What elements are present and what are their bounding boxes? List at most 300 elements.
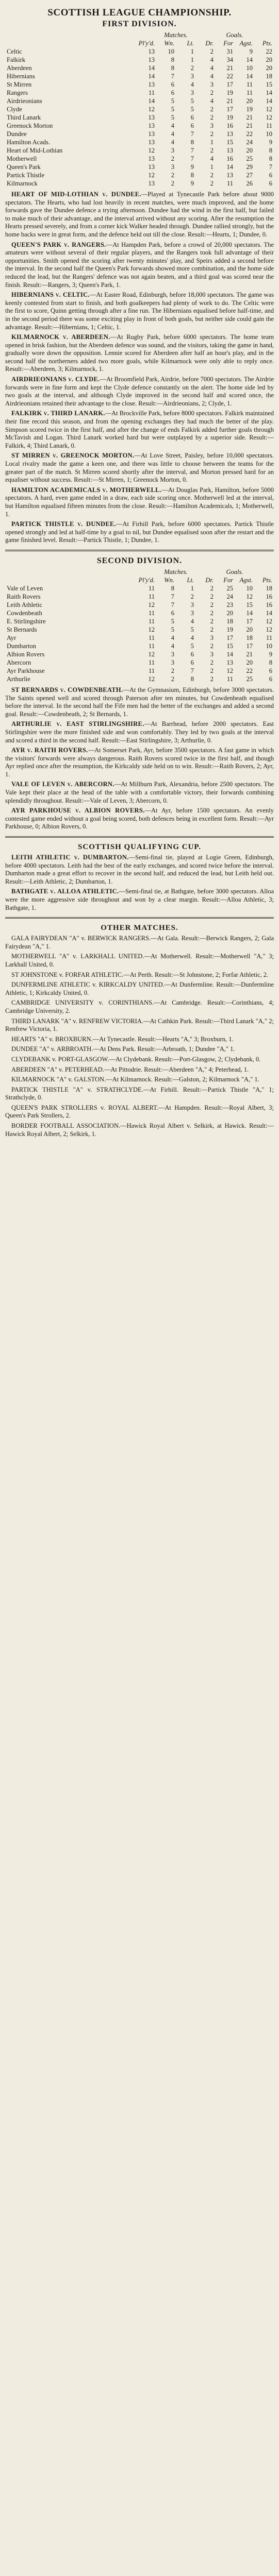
match-title: HEART OF MID-LOTHIAN v. DUNDEE. — [11, 191, 141, 198]
table-row — [5, 609, 274, 617]
club-name: Cowdenbeath — [7, 609, 42, 617]
stat-cell: 6 — [171, 81, 174, 88]
stat-cell: 17 — [226, 106, 233, 113]
stat-cell: 6 — [190, 650, 194, 658]
stat-cell: 16 — [226, 122, 233, 129]
stat-cell: 14 — [246, 56, 253, 63]
stat-cell: 12 — [266, 114, 272, 121]
newspaper-column — [5, 5, 274, 2576]
other-matches-results — [5, 935, 274, 1138]
stat-cell: 5 — [190, 625, 194, 633]
match-text: —At Rugby Park, before 6000 spectators. The home team opened in brisk fashion, but the Aberdeen defence was sound, and the visitors, taking the game in hand, gradually wore down the opposition. Lennie scored for Aberdeen after half an hour's play, and in the second half the northerners added two more goals, while Kilmarnock were only able to reply once. Result:—Aberdeen, 3; Kilmarnock, 1. — [5, 333, 274, 373]
stat-cell: 6 — [269, 667, 272, 674]
qualifying-cup-reports — [5, 854, 274, 912]
stat-cell: 26 — [246, 180, 253, 187]
stat-cell: 11 — [226, 675, 233, 683]
stat-cell: 22 — [266, 48, 272, 55]
stat-cell: 2 — [210, 601, 214, 608]
stat-cell: 4 — [190, 634, 194, 641]
stat-cell: 1 — [190, 584, 194, 592]
second-division-table — [5, 568, 274, 683]
stat-cell: 8 — [269, 147, 272, 154]
qualifying-cup-heading: SCOTTISH QUALIFYING CUP. — [78, 843, 201, 852]
stat-cell: 3 — [171, 650, 174, 658]
table-row — [5, 675, 274, 683]
stat-cell: 4 — [171, 642, 174, 650]
match-report — [5, 291, 274, 331]
column-header: Pl'y'd. — [138, 40, 155, 47]
table-body — [5, 584, 274, 683]
stat-cell: 11 — [266, 634, 272, 641]
table-row — [5, 138, 274, 146]
stat-cell: 25 — [226, 584, 233, 592]
stat-cell: 14 — [266, 97, 272, 105]
match-report — [5, 241, 274, 290]
matches-group-label: Matches. — [164, 31, 188, 39]
stat-cell: 16 — [226, 155, 233, 162]
first-division-heading: FIRST DIVISION. — [102, 20, 177, 28]
stat-cell: 11 — [148, 658, 155, 666]
stat-cell: 1 — [190, 56, 194, 63]
stat-cell: 22 — [226, 73, 233, 80]
stat-cell: 14 — [148, 64, 155, 72]
stat-cell: 18 — [246, 634, 253, 641]
match-report — [5, 686, 274, 718]
match-title: BATHGATE v. ALLOA ATHLETIC. — [11, 888, 119, 895]
column-header: Pts. — [262, 576, 272, 584]
match-report — [5, 807, 274, 831]
match-text: —At Barrhead, before 2000 spectators. East Stirlingshire were the more finished side and won comfortably. They led by two goals at the interval and scored a third in the second half. Result:—East Stirlingshire, 3; Arthurlie, 0. — [5, 720, 274, 744]
stat-cell: 2 — [210, 625, 214, 633]
column-header — [5, 576, 137, 584]
stat-cell: 12 — [226, 667, 233, 674]
stat-cell: 29 — [246, 163, 253, 171]
stat-cell: 12 — [148, 675, 155, 683]
table-header-row — [5, 39, 274, 47]
stat-cell: 17 — [226, 634, 233, 641]
match-text: —Played at Tynecastle Park before about 9000 spectators. The Hearts, who had lost heavily in recent matches, were much improved, and the home forwards gave the Dundee defence a trying afternoon. Dundee had the wind in the first half, but failed to make much of their advantage, and the interval arrived without any scoring. After the resumption the Hearts pressed severely, and from a corner kick Walker headed through. Dundee rallied strongly, but the home backs were in great form, and the defence held out till the close. Result:—Hearts, 1; Dundee, 0. — [5, 191, 274, 238]
stat-cell: 14 — [246, 609, 253, 617]
club-name: Airdrieonians — [7, 97, 42, 105]
column-header: Dr. — [205, 576, 214, 584]
match-text: —At the Gymnasium, Edinburgh, before 3000 spectators. The Saints opened well and scored through Paterson after ten minutes, but Cowdenbeath equalised before the interval. In the second half the Fife men had the better of the exchanges and added a second goal. Result:—Cowdenbeath, 2; St Bernards, 1. — [5, 686, 274, 718]
stat-cell: 11 — [148, 634, 155, 641]
match-title: ST MIRREN v. GREENOCK MORTON. — [11, 452, 135, 460]
stat-cell: 9 — [269, 650, 272, 658]
stat-cell: 11 — [148, 667, 155, 674]
column-header: Lt. — [187, 576, 194, 584]
club-name: Ayr Parkhouse — [7, 667, 45, 674]
result-line: THIRD LANARK "A" v. RENFREW VICTORIA.—At Cathkin Park. Result:—Third Lanark "A," 2; Renfrew Victoria, 1. — [5, 1017, 274, 1033]
club-name: Third Lanark — [7, 114, 41, 121]
match-text: —At Love Street, Paisley, before 10,000 spectators. Local rivalry made the game a keen one, and there was little to choose between the teams for the greater part of the match. St Mirren scored shortly after the interval, and Morton pressed hard for an equaliser without success. Result:—St Mirren, 1; Greenock Morton, 0. — [5, 452, 274, 484]
stat-cell: 4 — [190, 81, 194, 88]
match-title: QUEEN'S PARK v. RANGERS. — [11, 241, 106, 248]
stat-cell: 4 — [171, 122, 174, 129]
match-title: LEITH ATHLETIC v. DUMBARTON. — [11, 854, 129, 861]
stat-cell: 13 — [148, 180, 155, 187]
stat-cell: 6 — [190, 658, 194, 666]
club-name: Motherwell — [7, 155, 37, 162]
stat-cell: 9 — [190, 180, 194, 187]
match-report — [5, 486, 274, 518]
stat-cell: 6 — [171, 89, 174, 96]
stat-cell: 3 — [190, 609, 194, 617]
stat-cell: 11 — [266, 122, 272, 129]
club-name: Leith Athletic — [7, 601, 43, 608]
table-row — [5, 650, 274, 658]
stat-cell: 2 — [210, 609, 214, 617]
stat-cell: 3 — [210, 122, 214, 129]
stat-cell: 2 — [210, 89, 214, 96]
match-title: ARTHURLIE v. EAST STIRLINGSHIRE. — [11, 720, 144, 728]
table-row — [5, 634, 274, 642]
column-header: For — [223, 40, 233, 47]
stat-cell: 7 — [190, 155, 194, 162]
table-row — [5, 72, 274, 80]
match-text: —Semi-final tie, played at Logie Green, Edinburgh, before 4000 spectators. Leith had the best of the early exchanges, and scored twice before the interval. Dumbarton made a great effort to recover in the second half, and reduced the lead, but Leith held out. Result:—Leith Athletic, 2; Dumbarton, 1. — [5, 854, 274, 885]
match-report — [5, 720, 274, 744]
stat-cell: 5 — [190, 106, 194, 113]
stat-cell: 2 — [190, 64, 194, 72]
club-name: Partick Thistle — [7, 172, 45, 179]
table-row — [5, 80, 274, 89]
stat-cell: 27 — [246, 172, 253, 179]
result-line: BORDER FOOTBALL ASSOCIATION.—Hawick Royal Albert v. Selkirk, at Hawick. Result:—Hawick Royal Albert, 2; Selkirk, 1. — [5, 1122, 274, 1138]
club-name: Greenock Morton — [7, 122, 53, 129]
match-title: HIBERNIANS v. CELTIC. — [11, 291, 90, 299]
club-name: Hamilton Acads. — [7, 139, 51, 146]
stat-cell: 4 — [171, 634, 174, 641]
second-division-heading: SECOND DIVISION. — [96, 556, 183, 565]
column-header: Pl'y'd. — [138, 576, 155, 584]
club-name: Aberdeen — [7, 64, 32, 72]
table-row — [5, 584, 274, 592]
stat-cell: 2 — [210, 147, 214, 154]
column-group-row — [5, 568, 274, 576]
column-header: For — [223, 576, 233, 584]
stat-cell: 13 — [148, 56, 155, 63]
stat-cell: 2 — [210, 130, 214, 138]
table-row — [5, 97, 274, 105]
match-text: —Semi-final tie, at Bathgate, before 3000 spectators. Alloa were the more aggressive side throughout and won by a clear margin. Result:—Alloa Athletic, 3; Bathgate, 1. — [5, 888, 274, 911]
stat-cell: 15 — [226, 139, 233, 146]
club-name: St Mirren — [7, 81, 32, 88]
second-division-reports — [5, 686, 274, 831]
stat-cell: 13 — [148, 130, 155, 138]
stat-cell: 22 — [246, 667, 253, 674]
table-row — [5, 163, 274, 171]
stat-cell: 13 — [148, 155, 155, 162]
matches-group-label: Matches. — [164, 568, 188, 575]
stat-cell: 3 — [190, 601, 194, 608]
table-row — [5, 113, 274, 122]
stat-cell: 24 — [246, 139, 253, 146]
stat-cell: 21 — [226, 64, 233, 72]
club-name: Rangers — [7, 89, 28, 96]
stat-cell: 2 — [171, 675, 174, 683]
stat-cell: 24 — [226, 592, 233, 600]
stat-cell: 11 — [148, 592, 155, 600]
stat-cell: 12 — [148, 625, 155, 633]
stat-cell: 2 — [210, 617, 214, 625]
stat-cell: 8 — [190, 172, 194, 179]
section-divider — [5, 836, 274, 838]
stat-cell: 11 — [226, 180, 233, 187]
result-line: DUNFERMLINE ATHLETIC v. KIRKCALDY UNITED.—At Dunfermline. Result:—Dunfermline Athletic, 1; Kirkcaldy United, 0. — [5, 981, 274, 996]
table-row — [5, 179, 274, 188]
column-header: Wn. — [164, 576, 174, 584]
club-name: Hibernians — [7, 73, 35, 80]
stat-cell: 14 — [226, 650, 233, 658]
stat-cell: 4 — [190, 617, 194, 625]
stat-cell: 2 — [171, 155, 174, 162]
stat-cell: 21 — [226, 97, 233, 105]
stat-cell: 20 — [246, 147, 253, 154]
match-report — [5, 888, 274, 912]
match-text: —At Hampden Park, before a crowd of 20,000 spectators. The amateurs were without several of their regular players, and the Rangers took full advantage of their opportunities. Smith opened the scoring after twenty minutes' play, and Speirs added a second before the interval. In the second half the Queen's Park forwards showed more combination, and the home side reduced the lead, but the Rangers' defence was not again beaten, and a third goal was scored near the finish. Result:—Rangers, 3; Queen's Park, 1. — [5, 241, 274, 289]
stat-cell: 10 — [246, 584, 253, 592]
stat-cell: 7 — [269, 163, 272, 171]
table-row — [5, 617, 274, 625]
match-report — [5, 333, 274, 374]
club-name: Celtic — [7, 48, 22, 55]
stat-cell: 11 — [246, 89, 253, 96]
stat-cell: 20 — [246, 658, 253, 666]
table-row — [5, 64, 274, 72]
club-name: Vale of Leven — [7, 584, 43, 592]
stat-cell: 20 — [246, 97, 253, 105]
table-row — [5, 130, 274, 138]
match-report — [5, 452, 274, 484]
table-row — [5, 625, 274, 634]
stat-cell: 5 — [171, 617, 174, 625]
stat-cell: 11 — [148, 642, 155, 650]
stat-cell: 6 — [190, 122, 194, 129]
stat-cell: 4 — [171, 130, 174, 138]
table-row — [5, 56, 274, 64]
column-header: Agst. — [239, 40, 253, 47]
stat-cell: 5 — [171, 97, 174, 105]
club-name: Falkirk — [7, 56, 26, 63]
stat-cell: 14 — [266, 609, 272, 617]
stat-cell: 5 — [190, 642, 194, 650]
stat-cell: 10 — [266, 642, 272, 650]
stat-cell: 21 — [246, 650, 253, 658]
stat-cell: 14 — [226, 163, 233, 171]
stat-cell: 17 — [246, 642, 253, 650]
stat-cell: 4 — [210, 155, 214, 162]
stat-cell: 20 — [246, 625, 253, 633]
stat-cell: 11 — [148, 584, 155, 592]
stat-cell: 7 — [171, 73, 174, 80]
column-group-row — [5, 31, 274, 39]
section-divider — [5, 550, 274, 551]
stat-cell: 15 — [226, 642, 233, 650]
stat-cell: 2 — [210, 658, 214, 666]
stat-cell: 13 — [226, 147, 233, 154]
first-division-reports — [5, 191, 274, 545]
stat-cell: 6 — [171, 609, 174, 617]
stat-cell: 7 — [171, 592, 174, 600]
table-row — [5, 171, 274, 179]
result-line: QUEEN'S PARK STROLLERS v. ROYAL ALBERT.—At Hampden. Result:—Royal Albert, 3; Queen's Park Strollers, 2. — [5, 1104, 274, 1120]
stat-cell: 19 — [246, 106, 253, 113]
stat-cell: 10 — [266, 130, 272, 138]
stat-cell: 4 — [210, 64, 214, 72]
table-row — [5, 122, 274, 130]
club-name: St Bernards — [7, 625, 37, 633]
match-title: VALE OF LEVEN v. ABERCORN. — [11, 781, 114, 788]
stat-cell: 18 — [226, 617, 233, 625]
stat-cell: 6 — [269, 172, 272, 179]
stat-cell: 3 — [171, 147, 174, 154]
stat-cell: 1 — [210, 139, 214, 146]
table-row — [5, 592, 274, 601]
stat-cell: 14 — [246, 73, 253, 80]
stat-cell: 22 — [246, 130, 253, 138]
stat-cell: 19 — [226, 89, 233, 96]
stat-cell: 12 — [266, 106, 272, 113]
stat-cell: 13 — [148, 48, 155, 55]
stat-cell: 8 — [171, 584, 174, 592]
match-text: —At Easter Road, Edinburgh, before 18,000 spectators. The game was keenly contested from start to finish, and both goalkeepers had plenty of work to do. The Celtic were the first to score, Quinn getting through after a fine run. The Hibernians equalised before half-time, and in the second period there was some exciting play in front of both goals, but neither side could gain the advantage. Result:—Hibernians, 1; Celtic, 1. — [5, 291, 274, 331]
stat-cell: 12 — [246, 592, 253, 600]
goals-group-label: Goals. — [226, 568, 243, 575]
stat-cell: 7 — [190, 147, 194, 154]
stat-cell: 5 — [171, 106, 174, 113]
stat-cell: 7 — [190, 667, 194, 674]
stat-cell: 5 — [171, 114, 174, 121]
column-header: Lt. — [187, 40, 194, 47]
goals-group-label: Goals. — [226, 31, 243, 39]
result-line: KILMARNOCK "A" v. GALSTON.—At Kilmarnock. Result:—Galston, 2; Kilmarnock "A," 1. — [11, 1076, 259, 1083]
stat-cell: 34 — [226, 56, 233, 63]
table-row — [5, 658, 274, 667]
table-row — [5, 642, 274, 650]
stat-cell: 6 — [269, 675, 272, 683]
stat-cell: 8 — [190, 139, 194, 146]
table-row — [5, 601, 274, 609]
stat-cell: 12 — [148, 106, 155, 113]
stat-cell: 2 — [210, 172, 214, 179]
stat-cell: 2 — [171, 180, 174, 187]
stat-cell: 3 — [190, 89, 194, 96]
table-row — [5, 89, 274, 97]
stat-cell: 18 — [266, 584, 272, 592]
club-name: Heart of Mid-Lothian — [7, 147, 63, 154]
match-report — [5, 854, 274, 886]
stat-cell: 2 — [210, 114, 214, 121]
stat-cell: 31 — [226, 48, 233, 55]
stat-cell: 10 — [168, 48, 174, 55]
stat-cell: 11 — [148, 609, 155, 617]
stat-cell: 8 — [171, 56, 174, 63]
table-row — [5, 47, 274, 56]
club-name: E. Stirlingshire — [7, 617, 46, 625]
stat-cell: 21 — [246, 122, 253, 129]
table-header-row — [5, 576, 274, 584]
stat-cell: 2 — [171, 667, 174, 674]
stat-cell: 5 — [171, 625, 174, 633]
stat-cell: 13 — [148, 139, 155, 146]
stat-cell: 4 — [171, 139, 174, 146]
stat-cell: 4 — [210, 73, 214, 80]
table-row — [5, 667, 274, 675]
stat-cell: 8 — [269, 658, 272, 666]
match-text: —At Broomfield Park, Airdrie, before 7000 spectators. The Airdrie forwards were in fine form and kept the Clyde defence constantly on the alert. The home side led by two goals at the interval, and although Clyde improved in the second half and scored once, the Airdrieonians retained their advantage to the close. Result:—Airdrieonians, 2; Clyde, 1. — [5, 376, 274, 407]
stat-cell: 2 — [190, 592, 194, 600]
result-line: ST JOHNSTONE v. FORFAR ATHLETIC.—At Perth. Result:—St Johnstone, 2; Forfar Athletic, 2. — [11, 971, 269, 978]
page-title: SCOTTISH LEAGUE CHAMPIONSHIP. — [47, 7, 232, 18]
stat-cell: 20 — [266, 64, 272, 72]
stat-cell: 19 — [226, 625, 233, 633]
stat-cell: 16 — [266, 601, 272, 608]
column-header: Agst. — [239, 576, 253, 584]
stat-cell: 2 — [210, 180, 214, 187]
stat-cell: 18 — [266, 73, 272, 80]
result-line: ABERDEEN "A" v. PETERHEAD.—At Pittodrie. Result:—Aberdeen "A," 4; Peterhead, 1. — [11, 1065, 249, 1073]
result-line: HEARTS "A" v. BROXBURN.—At Tynecastle. Result:—Hearts "A," 3; Broxburn, 1. — [11, 1035, 234, 1043]
stat-cell: 8 — [269, 155, 272, 162]
result-line: DUNDEE "A" v. ARBROATH.—At Dens Park. Result:—Arbroath, 1; Dundee "A," 1. — [11, 1045, 235, 1053]
match-text: —At Douglas Park, Hamilton, before 5000 spectators. A hard, even game ended in a draw, each side scoring once. Motherwell led at the interval, but Hamilton equalised fifteen minutes from the close. Result:—Hamilton Academicals, 1; Motherwell, 1. — [5, 486, 274, 518]
stat-cell: 6 — [269, 180, 272, 187]
club-name: Kilmarnock — [7, 180, 38, 187]
stat-cell: 10 — [246, 64, 253, 72]
stat-cell: 17 — [246, 617, 253, 625]
stat-cell: 2 — [210, 48, 214, 55]
stat-cell: 25 — [246, 675, 253, 683]
stat-cell: 3 — [171, 163, 174, 171]
stat-cell: 3 — [190, 73, 194, 80]
stat-cell: 20 — [226, 609, 233, 617]
stat-cell: 13 — [148, 114, 155, 121]
stat-cell: 12 — [148, 147, 155, 154]
stat-cell: 14 — [266, 89, 272, 96]
column-header: Dr. — [205, 40, 214, 47]
stat-cell: 2 — [210, 106, 214, 113]
match-report — [5, 376, 274, 408]
stat-cell: 14 — [148, 97, 155, 105]
stat-cell: 3 — [210, 81, 214, 88]
stat-cell: 9 — [249, 48, 253, 55]
stat-cell: 1 — [210, 163, 214, 171]
match-report — [5, 747, 274, 778]
stat-cell: 12 — [148, 601, 155, 608]
stat-cell: 13 — [226, 172, 233, 179]
stat-cell: 13 — [226, 658, 233, 666]
stat-cell: 2 — [210, 667, 214, 674]
table-row — [5, 146, 274, 155]
result-line: CAMBRIDGE UNIVERSITY v. CORINTHIANS.—At Cambridge. Result:—Corinthians, 4; Cambridge University, 2. — [5, 999, 274, 1014]
stat-cell: 19 — [226, 114, 233, 121]
club-name: Clyde — [7, 106, 22, 113]
result-line: PARTICK THISTLE "A" v. STRATHCLYDE.—At Firhill. Result:—Partick Thistle "A," 1; Strathclyde, 0. — [5, 1086, 274, 1101]
match-report — [5, 781, 274, 805]
stat-cell: 9 — [190, 163, 194, 171]
stat-cell: 17 — [226, 81, 233, 88]
club-name: Ayr — [7, 634, 17, 641]
match-report — [5, 520, 274, 545]
stat-cell: 3 — [210, 650, 214, 658]
stat-cell: 3 — [171, 658, 174, 666]
stat-cell: 13 — [148, 122, 155, 129]
club-name: Queen's Park — [7, 163, 41, 171]
match-text: —At Brockville Park, before 8000 spectators. Falkirk maintained their fine record this season, and from the opening exchanges they had much the better of the play. Simpson scored twice in the first half, and after the change of ends Falkirk added further goals through McTavish and Logan. Third Lanark worked hard but were outplayed by a superior side. Result:—Falkirk, 4; Third Lanark, 0. — [5, 410, 274, 449]
other-matches-heading: OTHER MATCHES. — [101, 924, 178, 933]
stat-cell: 2 — [210, 592, 214, 600]
